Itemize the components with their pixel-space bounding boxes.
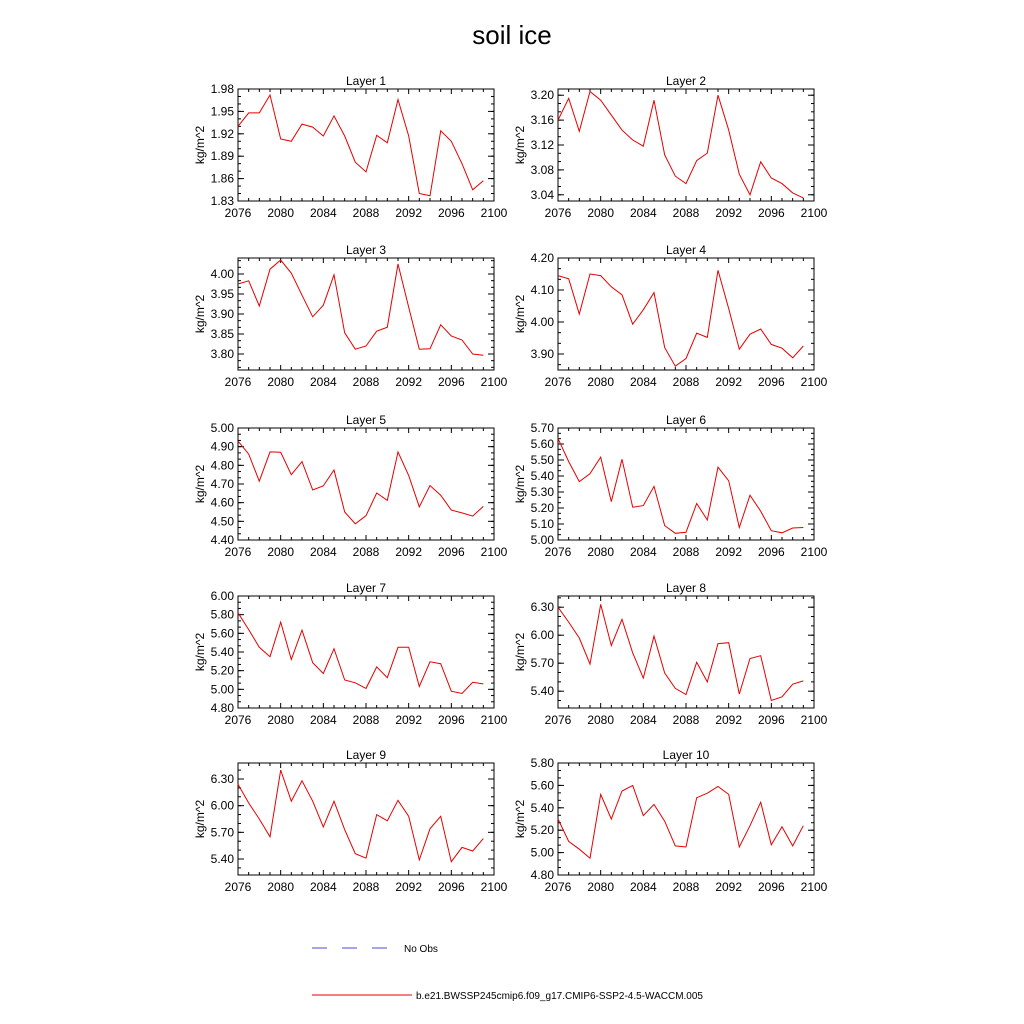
x-tick-label: 2100: [480, 713, 508, 727]
x-tick-label: 2088: [672, 375, 700, 389]
x-tick-label: 2096: [437, 375, 465, 389]
y-axis-label: kg/m^2: [193, 632, 207, 672]
y-tick-label: 5.70: [530, 656, 554, 671]
x-tick-label: 2080: [587, 880, 615, 894]
y-tick-label: 5.80: [530, 756, 554, 770]
y-tick-label: 3.90: [530, 347, 554, 361]
y-tick-label: 4.00: [210, 267, 234, 281]
x-tick-label: 2092: [715, 206, 743, 220]
panel-title: Layer 2: [665, 74, 707, 88]
y-tick-label: 5.20: [210, 663, 234, 678]
y-tick-label: 5.40: [210, 852, 234, 866]
x-tick-label: 2076: [224, 880, 252, 894]
y-tick-label: 5.60: [210, 626, 234, 641]
series-line: [558, 92, 803, 198]
plot-frame: [558, 428, 814, 540]
panel-title: Layer 10: [662, 748, 710, 762]
x-tick-label: 2080: [587, 206, 615, 220]
y-tick-label: 5.40: [530, 800, 554, 815]
x-tick-label: 2076: [224, 375, 252, 389]
x-tick-label: 2088: [672, 713, 700, 727]
y-tick-label: 1.95: [210, 104, 234, 119]
y-tick-label: 6.30: [210, 772, 234, 786]
x-tick-label: 2092: [715, 713, 743, 727]
x-tick-label: 2084: [629, 206, 657, 220]
y-tick-label: 5.00: [210, 421, 234, 435]
y-axis-label: kg/m^2: [193, 294, 207, 334]
x-tick-label: 2100: [800, 880, 828, 894]
panel-title: Layer 6: [665, 413, 707, 427]
panel-layer-8: [513, 581, 828, 727]
legend-no-obs-label: No Obs: [404, 944, 438, 955]
y-tick-label: 3.12: [530, 138, 554, 152]
legend: [312, 944, 703, 1002]
x-tick-label: 2076: [224, 206, 252, 220]
x-tick-label: 2096: [437, 713, 465, 727]
series-line: [238, 770, 483, 862]
y-tick-label: 3.90: [210, 307, 234, 321]
x-tick-label: 2088: [672, 206, 700, 220]
panel-layer-4: [513, 243, 828, 389]
y-axis-label: kg/m^2: [513, 125, 527, 165]
panel-title: Layer 3: [345, 243, 387, 257]
x-tick-label: 2084: [309, 206, 337, 220]
y-tick-label: 1.86: [210, 171, 234, 186]
panel-layer-2: [513, 74, 828, 220]
x-tick-label: 2096: [437, 880, 465, 894]
x-tick-label: 2076: [224, 545, 252, 559]
y-tick-label: 5.00: [210, 682, 234, 697]
panel-title: Layer 7: [345, 581, 387, 595]
x-tick-label: 2092: [715, 375, 743, 389]
y-tick-label: 5.20: [530, 501, 554, 515]
y-tick-label: 5.40: [530, 684, 554, 699]
x-tick-label: 2076: [544, 375, 572, 389]
y-tick-label: 4.50: [210, 514, 234, 529]
y-axis-label: kg/m^2: [513, 632, 527, 672]
x-tick-label: 2088: [672, 880, 700, 894]
y-tick-label: 1.83: [210, 194, 234, 208]
x-tick-label: 2076: [544, 713, 572, 727]
y-tick-label: 6.00: [210, 798, 234, 813]
y-tick-label: 3.95: [210, 287, 234, 301]
y-tick-label: 5.50: [530, 453, 554, 467]
x-tick-label: 2100: [480, 206, 508, 220]
y-tick-label: 6.30: [530, 600, 554, 615]
series-line: [558, 785, 803, 858]
x-tick-label: 2092: [395, 375, 423, 389]
panel-title: Layer 5: [345, 413, 387, 427]
series-line: [558, 604, 803, 700]
y-tick-label: 1.89: [210, 149, 234, 164]
y-tick-label: 1.98: [210, 82, 234, 96]
panel-layer-5: [193, 413, 508, 559]
y-tick-label: 4.10: [530, 283, 554, 297]
y-tick-label: 3.08: [530, 162, 554, 177]
y-tick-label: 4.90: [210, 439, 234, 454]
y-tick-label: 4.70: [210, 477, 234, 491]
x-tick-label: 2088: [672, 545, 700, 559]
x-tick-label: 2080: [267, 713, 295, 727]
plot-frame: [238, 596, 494, 708]
x-tick-label: 2076: [544, 206, 572, 220]
series-line: [238, 260, 483, 355]
x-tick-label: 2100: [800, 206, 828, 220]
x-tick-label: 2084: [629, 713, 657, 727]
x-tick-label: 2092: [395, 880, 423, 894]
y-tick-label: 3.20: [530, 88, 554, 103]
y-tick-label: 4.20: [530, 251, 554, 265]
x-tick-label: 2100: [800, 545, 828, 559]
y-tick-label: 4.80: [530, 868, 554, 882]
x-tick-label: 2092: [395, 206, 423, 220]
panel-title: Layer 1: [345, 74, 387, 88]
y-tick-label: 4.00: [530, 315, 554, 329]
x-tick-label: 2088: [352, 880, 380, 894]
x-tick-label: 2080: [267, 206, 295, 220]
x-tick-label: 2080: [267, 545, 295, 559]
series-line: [558, 438, 803, 533]
x-tick-label: 2076: [224, 713, 252, 727]
panel-title: Layer 4: [665, 243, 707, 257]
y-tick-label: 5.20: [530, 823, 554, 838]
panel-title: Layer 9: [345, 748, 387, 762]
x-tick-label: 2080: [267, 375, 295, 389]
x-tick-label: 2100: [480, 880, 508, 894]
panel-layer-7: [193, 581, 508, 727]
x-tick-label: 2088: [352, 206, 380, 220]
x-tick-label: 2076: [544, 880, 572, 894]
x-tick-label: 2084: [309, 880, 337, 894]
plot-frame: [238, 428, 494, 540]
y-tick-label: 6.00: [530, 628, 554, 643]
x-tick-label: 2096: [757, 206, 785, 220]
x-tick-label: 2080: [587, 545, 615, 559]
x-tick-label: 2100: [480, 375, 508, 389]
x-tick-label: 2088: [352, 375, 380, 389]
plot-frame: [238, 258, 494, 370]
panel-layer-10: [513, 748, 828, 894]
x-tick-label: 2096: [757, 713, 785, 727]
panel-layer-3: [193, 243, 508, 389]
y-tick-label: 5.00: [530, 533, 554, 547]
x-tick-label: 2084: [309, 375, 337, 389]
y-tick-label: 3.85: [210, 327, 234, 341]
y-tick-label: 5.80: [210, 607, 234, 622]
y-tick-label: 4.80: [210, 701, 234, 715]
series-line: [558, 270, 803, 366]
plot-frame: [558, 596, 814, 708]
y-axis-label: kg/m^2: [193, 464, 207, 504]
x-tick-label: 2084: [629, 375, 657, 389]
y-tick-label: 5.40: [210, 645, 234, 659]
panel-layer-9: [193, 748, 508, 894]
panels: [193, 74, 828, 894]
x-tick-label: 2080: [587, 713, 615, 727]
y-tick-label: 5.70: [210, 825, 234, 840]
y-tick-label: 6.00: [210, 589, 234, 603]
x-tick-label: 2092: [395, 713, 423, 727]
legend-model-label: b.e21.BWSSP245cmip6.f09_g17.CMIP6-SSP2-4.5-WACCM.005: [416, 991, 703, 1002]
panel-title: Layer 8: [665, 581, 707, 595]
x-tick-label: 2100: [800, 713, 828, 727]
x-tick-label: 2096: [437, 545, 465, 559]
y-tick-label: 4.80: [210, 458, 234, 473]
x-tick-label: 2096: [757, 375, 785, 389]
x-tick-label: 2096: [437, 206, 465, 220]
figure-title: soil ice: [472, 20, 552, 50]
x-tick-label: 2084: [629, 545, 657, 559]
x-tick-label: 2092: [715, 880, 743, 894]
y-axis-label: kg/m^2: [193, 799, 207, 839]
x-tick-label: 2092: [715, 545, 743, 559]
y-axis-label: kg/m^2: [193, 125, 207, 165]
y-axis-label: kg/m^2: [513, 294, 527, 334]
series-line: [238, 441, 483, 524]
y-axis-label: kg/m^2: [513, 464, 527, 504]
x-tick-label: 2100: [480, 545, 508, 559]
x-tick-label: 2084: [309, 545, 337, 559]
y-tick-label: 5.60: [530, 437, 554, 451]
x-tick-label: 2076: [544, 545, 572, 559]
y-tick-label: 3.16: [530, 113, 554, 128]
x-tick-label: 2080: [267, 880, 295, 894]
x-tick-label: 2088: [352, 545, 380, 559]
x-tick-label: 2084: [309, 713, 337, 727]
y-tick-label: 5.40: [530, 469, 554, 483]
y-tick-label: 3.80: [210, 347, 234, 361]
y-tick-label: 5.00: [530, 845, 554, 860]
panel-layer-6: [513, 413, 828, 559]
series-line: [238, 613, 483, 694]
panel-layer-1: [193, 74, 508, 220]
x-tick-label: 2084: [629, 880, 657, 894]
y-tick-label: 3.04: [530, 187, 554, 202]
y-axis-label: kg/m^2: [513, 799, 527, 839]
plot-frame: [238, 89, 494, 201]
x-tick-label: 2096: [757, 880, 785, 894]
y-tick-label: 4.40: [210, 533, 234, 547]
y-tick-label: 1.92: [210, 126, 234, 141]
x-tick-label: 2100: [800, 375, 828, 389]
x-tick-label: 2080: [587, 375, 615, 389]
x-tick-label: 2096: [757, 545, 785, 559]
y-tick-label: 5.70: [530, 421, 554, 435]
y-tick-label: 5.10: [530, 517, 554, 531]
x-tick-label: 2092: [395, 545, 423, 559]
y-tick-label: 4.60: [210, 495, 234, 510]
x-tick-label: 2088: [352, 713, 380, 727]
y-tick-label: 5.30: [530, 485, 554, 499]
series-line: [238, 95, 483, 196]
y-tick-label: 5.60: [530, 778, 554, 793]
